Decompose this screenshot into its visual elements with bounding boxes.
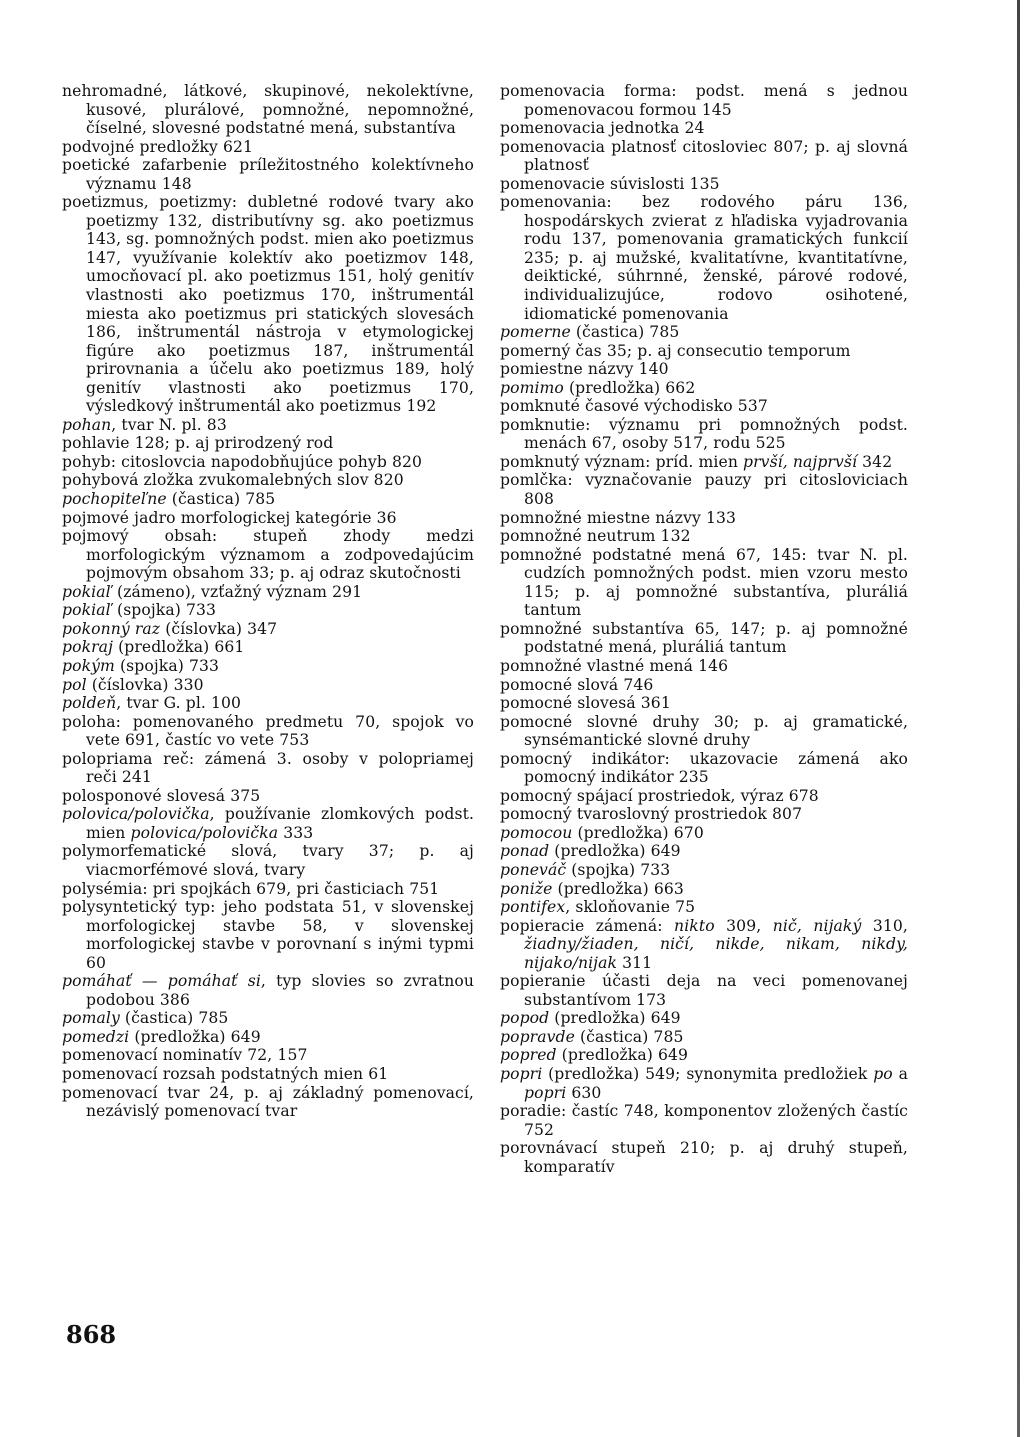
italic-term: popravde [500,1027,575,1046]
entry-text: porovnávací stupeň 210; p. aj druhý stupeň, komparatív [500,1139,908,1176]
entry-text: pomocné slovné druhy 30; p. aj gramatické, synsémantické slovné druhy [500,712,908,750]
index-column-right [500,82,908,1176]
italic-term: pokonný raz [62,619,161,638]
italic-term: nikto [674,916,715,935]
entry-text: (predložka) 549; synonymita predložiek [542,1064,874,1083]
index-entry [62,750,474,787]
entry-text: pohybová zložka zvukomalebných slov 820 [62,471,404,490]
entry-text: nehromadné, látkové, skupinové, nekolektívne, kusové, plurálové, pomnožné, nepomnožné, číselné, slovesné podstatné mená, substantíva [62,82,474,138]
entry-text: podvojné predložky 621 [62,137,254,156]
index-entry [500,842,908,861]
index-entry [62,138,474,157]
index-entry [500,880,908,899]
index-entry [500,972,908,1009]
italic-term: pokiaľ [62,601,112,620]
entry-text: (predložka) 670 [572,823,704,842]
entry-text: pomenovací nominatív 72, 157 [62,1046,308,1065]
entry-text: pomocné slová 746 [500,675,654,694]
entry-text: poetické zafarbenie príležitostného kolektívneho významu 148 [62,156,474,193]
entry-text: (predložka) 649 [549,842,681,861]
entry-text: pomiestne názvy 140 [500,360,669,379]
entry-text: polymorfematické slová, tvary 37; p. aj viacmorfémové slová, tvary [62,842,474,879]
entry-text: polopriama reč: zámená 3. osoby v polopriamej reči 241 [62,749,474,787]
entry-text: popieranie účasti deja na veci pomenovanej substantívom 173 [500,972,908,1009]
index-entry [500,824,908,843]
entry-text: (predložka) 649 [549,1009,681,1028]
index-entry [62,471,474,490]
index-entry [500,713,908,750]
entry-text: pomknuté časové východisko 537 [500,397,768,416]
index-entry [500,1139,908,1176]
italic-term: pontifex [500,898,566,917]
entry-text: pomnožné substantíva 65, 147; p. aj pomnožné podstatné mená, pluráliá tantum [500,619,908,657]
italic-term: pokým [62,656,115,675]
italic-term: prvší, najprvší [743,452,858,471]
italic-term: pomaly [62,1009,120,1028]
entry-text: 630 [566,1083,602,1102]
index-entry [62,972,474,1009]
index-entry [62,694,474,713]
entry-text: 342 [857,452,893,471]
entry-text: pomerný čas 35; p. aj consecutio temporum [500,341,851,360]
entry-text: a [892,1064,908,1083]
index-entry [500,1046,908,1065]
italic-term: pochopiteľne [62,490,167,509]
index-entry [62,434,474,453]
italic-term: popri [500,1064,543,1083]
entry-text: pomnožné podstatné mená 67, 145: tvar N. pl. cudzích pomnožných podst. mien vzoru mesto 115; p. aj pomnožné substantíva, pluráliá tantum [500,545,908,620]
index-entry [500,360,908,379]
index-entry [62,1009,474,1028]
entry-text: pomenovacia jednotka 24 [500,119,705,138]
index-entry [62,156,474,193]
entry-text: (častica) 785 [119,1009,229,1028]
index-entry [500,787,908,806]
italic-term: ponad [500,842,550,861]
index-entry [62,787,474,806]
italic-term: poldeň [62,694,117,713]
entry-text: pomnožné miestne názvy 133 [500,508,737,527]
index-entry [500,527,908,546]
index-entry [500,1102,908,1139]
index-entry [62,82,474,138]
italic-term: pomimo [500,378,564,397]
index-entry [62,453,474,472]
entry-text: pomknutý význam: príd. mien [500,452,744,471]
entry-text: , používanie zlomkových podst. mien [86,805,474,842]
italic-term: pomedzi [62,1027,130,1046]
entry-text: pomenovacia platnosť citosloviec 807; p. aj slovná platnosť [500,137,908,175]
entry-text: pomocné slovesá 361 [500,694,671,713]
index-entry [500,416,908,453]
index-entry [62,527,474,583]
entry-text: pomnožné neutrum 132 [500,527,691,546]
entry-text: pomnožné vlastné mená 146 [500,656,729,675]
index-entry [62,601,474,620]
entry-text: , skloňovanie 75 [565,898,696,917]
index-entry [62,416,474,435]
entry-text: (spojka) 733 [566,860,671,879]
index-entry [62,1084,474,1121]
index-entry [62,193,474,416]
index-entry [500,453,908,472]
index-column-left [62,82,474,1121]
index-entry [62,842,474,879]
index-entry [500,82,908,119]
entry-text: poetizmus, poetizmy: dubletné rodové tvary ako poetizmy 132, distributívny sg. ako poetizmus 143, sg. pomnožných podst. mien ako poetizmus 147, využívanie kolektív ako poetizmov 148, umocňovací pl. ako poetizmus 151, holý genitív vlastnosti ako poetizmus 170, inštrumentál miesta ako poetizmus pri statických slovesách 186, inštrumentál nástroja v etymologickej figúre ako poetizmus 187, inštrumentál prirovnania a účelu ako poetizmus 189, holý genitív vlastnosti ako poetizmus 170, výsledkový inštrumentál ako poetizmus 192 [62,193,474,416]
entry-text: pomlčka: vyznačovanie pauzy pri citosloviciach 808 [500,471,908,509]
index-entry [500,379,908,398]
entry-text: poloha: pomenovaného predmetu 70, spojok vo vete 691, častíc vo vete 753 [62,712,474,750]
italic-term: pohan [62,415,112,434]
index-entry [500,898,908,917]
entry-text: pomocný tvaroslovný prostriedok 807 [500,805,803,824]
italic-term: polovica/polovička [130,823,279,842]
index-entry [62,1065,474,1084]
italic-term: popred [500,1046,557,1065]
entry-text: (číslovka) 347 [160,619,278,638]
index-entry [500,323,908,342]
index-entry [500,694,908,713]
entry-text: poradie: častíc 748, komponentov zložených častíc 752 [500,1102,908,1139]
index-entry [500,620,908,657]
page-number: 868 [66,1320,117,1349]
entry-text: polysémia: pri spojkách 679, pri časticiach 751 [62,879,440,898]
entry-text: pomocný spájací prostriedok, výraz 678 [500,786,819,805]
entry-text: (predložka) 663 [552,879,684,898]
entry-text: , typ slovies so zvratnou podobou 386 [86,972,474,1009]
entry-text: (predložka) 661 [113,638,245,657]
index-entry [500,861,908,880]
index-entry [500,676,908,695]
index-entry [500,917,908,973]
entry-text: 310, [861,916,908,935]
index-entry [62,1046,474,1065]
index-entry [500,119,908,138]
italic-term: pokraj [62,638,114,657]
index-entry [62,713,474,750]
italic-term: popod [500,1009,550,1028]
entry-text: pojmový obsah: stupeň zhody medzi morfologickým významom a zodpovedajúcim pojmovým obsahom 33; p. aj odraz skutočnosti [62,527,474,583]
entry-text: (číslovka) 330 [86,675,204,694]
scan-edge-border [1017,0,1020,1437]
index-entry [62,583,474,602]
index-entry [62,676,474,695]
index-entry [500,342,908,361]
index-entry [62,490,474,509]
entry-text: 309, [714,916,773,935]
entry-text: , tvar N. pl. 83 [111,415,227,434]
entry-text: pomenovací rozsah podstatných mien 61 [62,1064,389,1083]
entry-text: popieracie zámená: [500,916,675,935]
index-entry [500,509,908,528]
italic-term: polovica/polovička [62,805,210,824]
entry-text: pomenovania: bez rodového páru 136, hospodárskych zvierat z hľadiska vyjadrovania rodu 137, pomenovania gramatických funkcií 235; p. aj mužské, kvalitatívne, kvantitatívne, deiktické, súhrnné, ženské, párové rodové, individualizujúce, rodovo osihotené, idiomatické pomenovania [500,193,908,323]
italic-term: nič, nijaký [772,916,862,935]
italic-term: pokiaľ [62,582,112,601]
index-entry [62,805,474,842]
index-entry [500,1009,908,1028]
index-entry [500,1028,908,1047]
entry-text: (zámeno), vzťažný význam 291 [111,582,363,601]
entry-text: pohlavie 128; p. aj prirodzený rod [62,434,334,453]
index-entry [500,657,908,676]
entry-text: (predložka) 649 [556,1046,689,1065]
index-entry [62,509,474,528]
entry-text: 333 [278,823,314,842]
entry-text: (častica) 785 [574,1027,684,1046]
index-entry [62,620,474,639]
index-entry [500,546,908,620]
entry-text: pomenovacia forma: podst. mená s jednou pomenovacou formou 145 [500,82,908,119]
entry-text: pojmové jadro morfologickej kategórie 36 [62,508,397,527]
entry-text: 311 [617,953,653,972]
entry-text: (spojka) 733 [111,601,217,620]
entry-text: polysyntetický typ: jeho podstata 51, v slovenskej morfologickej stavbe 58, v slovenskej morfologickej stavbe v porovnaní s inými typmi 60 [62,898,474,972]
italic-term: pomerne [500,323,571,342]
index-entry [62,657,474,676]
index-entry [500,1065,908,1102]
index-entry [62,898,474,972]
entry-text: (spojka) 733 [114,656,220,675]
entry-text: pomenovací tvar 24, p. aj základný pomenovací, nezávislý pomenovací tvar [62,1083,474,1121]
index-entry [500,138,908,175]
entry-text: pomknutie: významu pri pomnožných podst. menách 67, osoby 517, rodu 525 [500,415,908,453]
italic-term: žiadny/žiaden, ničí, nikde, nikam, nikdy, nijako/nijak [524,935,908,972]
entry-text: (predložka) 649 [129,1027,261,1046]
italic-term: po [873,1064,893,1083]
index-entry [500,397,908,416]
entry-text: polosponové slovesá 375 [62,786,261,805]
index-entry [500,193,908,323]
italic-term: pomocou [500,823,573,842]
entry-text: (častica) 785 [166,490,276,509]
index-entry [62,638,474,657]
italic-term: poniže [500,879,553,898]
entry-text: , tvar G. pl. 100 [116,694,242,713]
entry-text: (častica) 785 [570,323,680,342]
index-entry [500,175,908,194]
index-entry [62,1028,474,1047]
entry-text: pohyb: citoslovcia napodobňujúce pohyb 820 [62,452,423,471]
italic-term: poneváč [500,860,567,879]
italic-term: pol [62,675,87,694]
italic-term: popri [524,1083,567,1102]
index-entry [500,805,908,824]
entry-text: (predložka) 662 [563,378,696,397]
entry-text: pomenovacie súvislosti 135 [500,174,720,193]
index-entry [500,471,908,508]
italic-term: pomáhať — pomáhať si [62,972,261,991]
index-entry [500,750,908,787]
entry-text: pomocný indikátor: ukazovacie zámená ako pomocný indikátor 235 [500,749,908,787]
index-entry [62,880,474,899]
